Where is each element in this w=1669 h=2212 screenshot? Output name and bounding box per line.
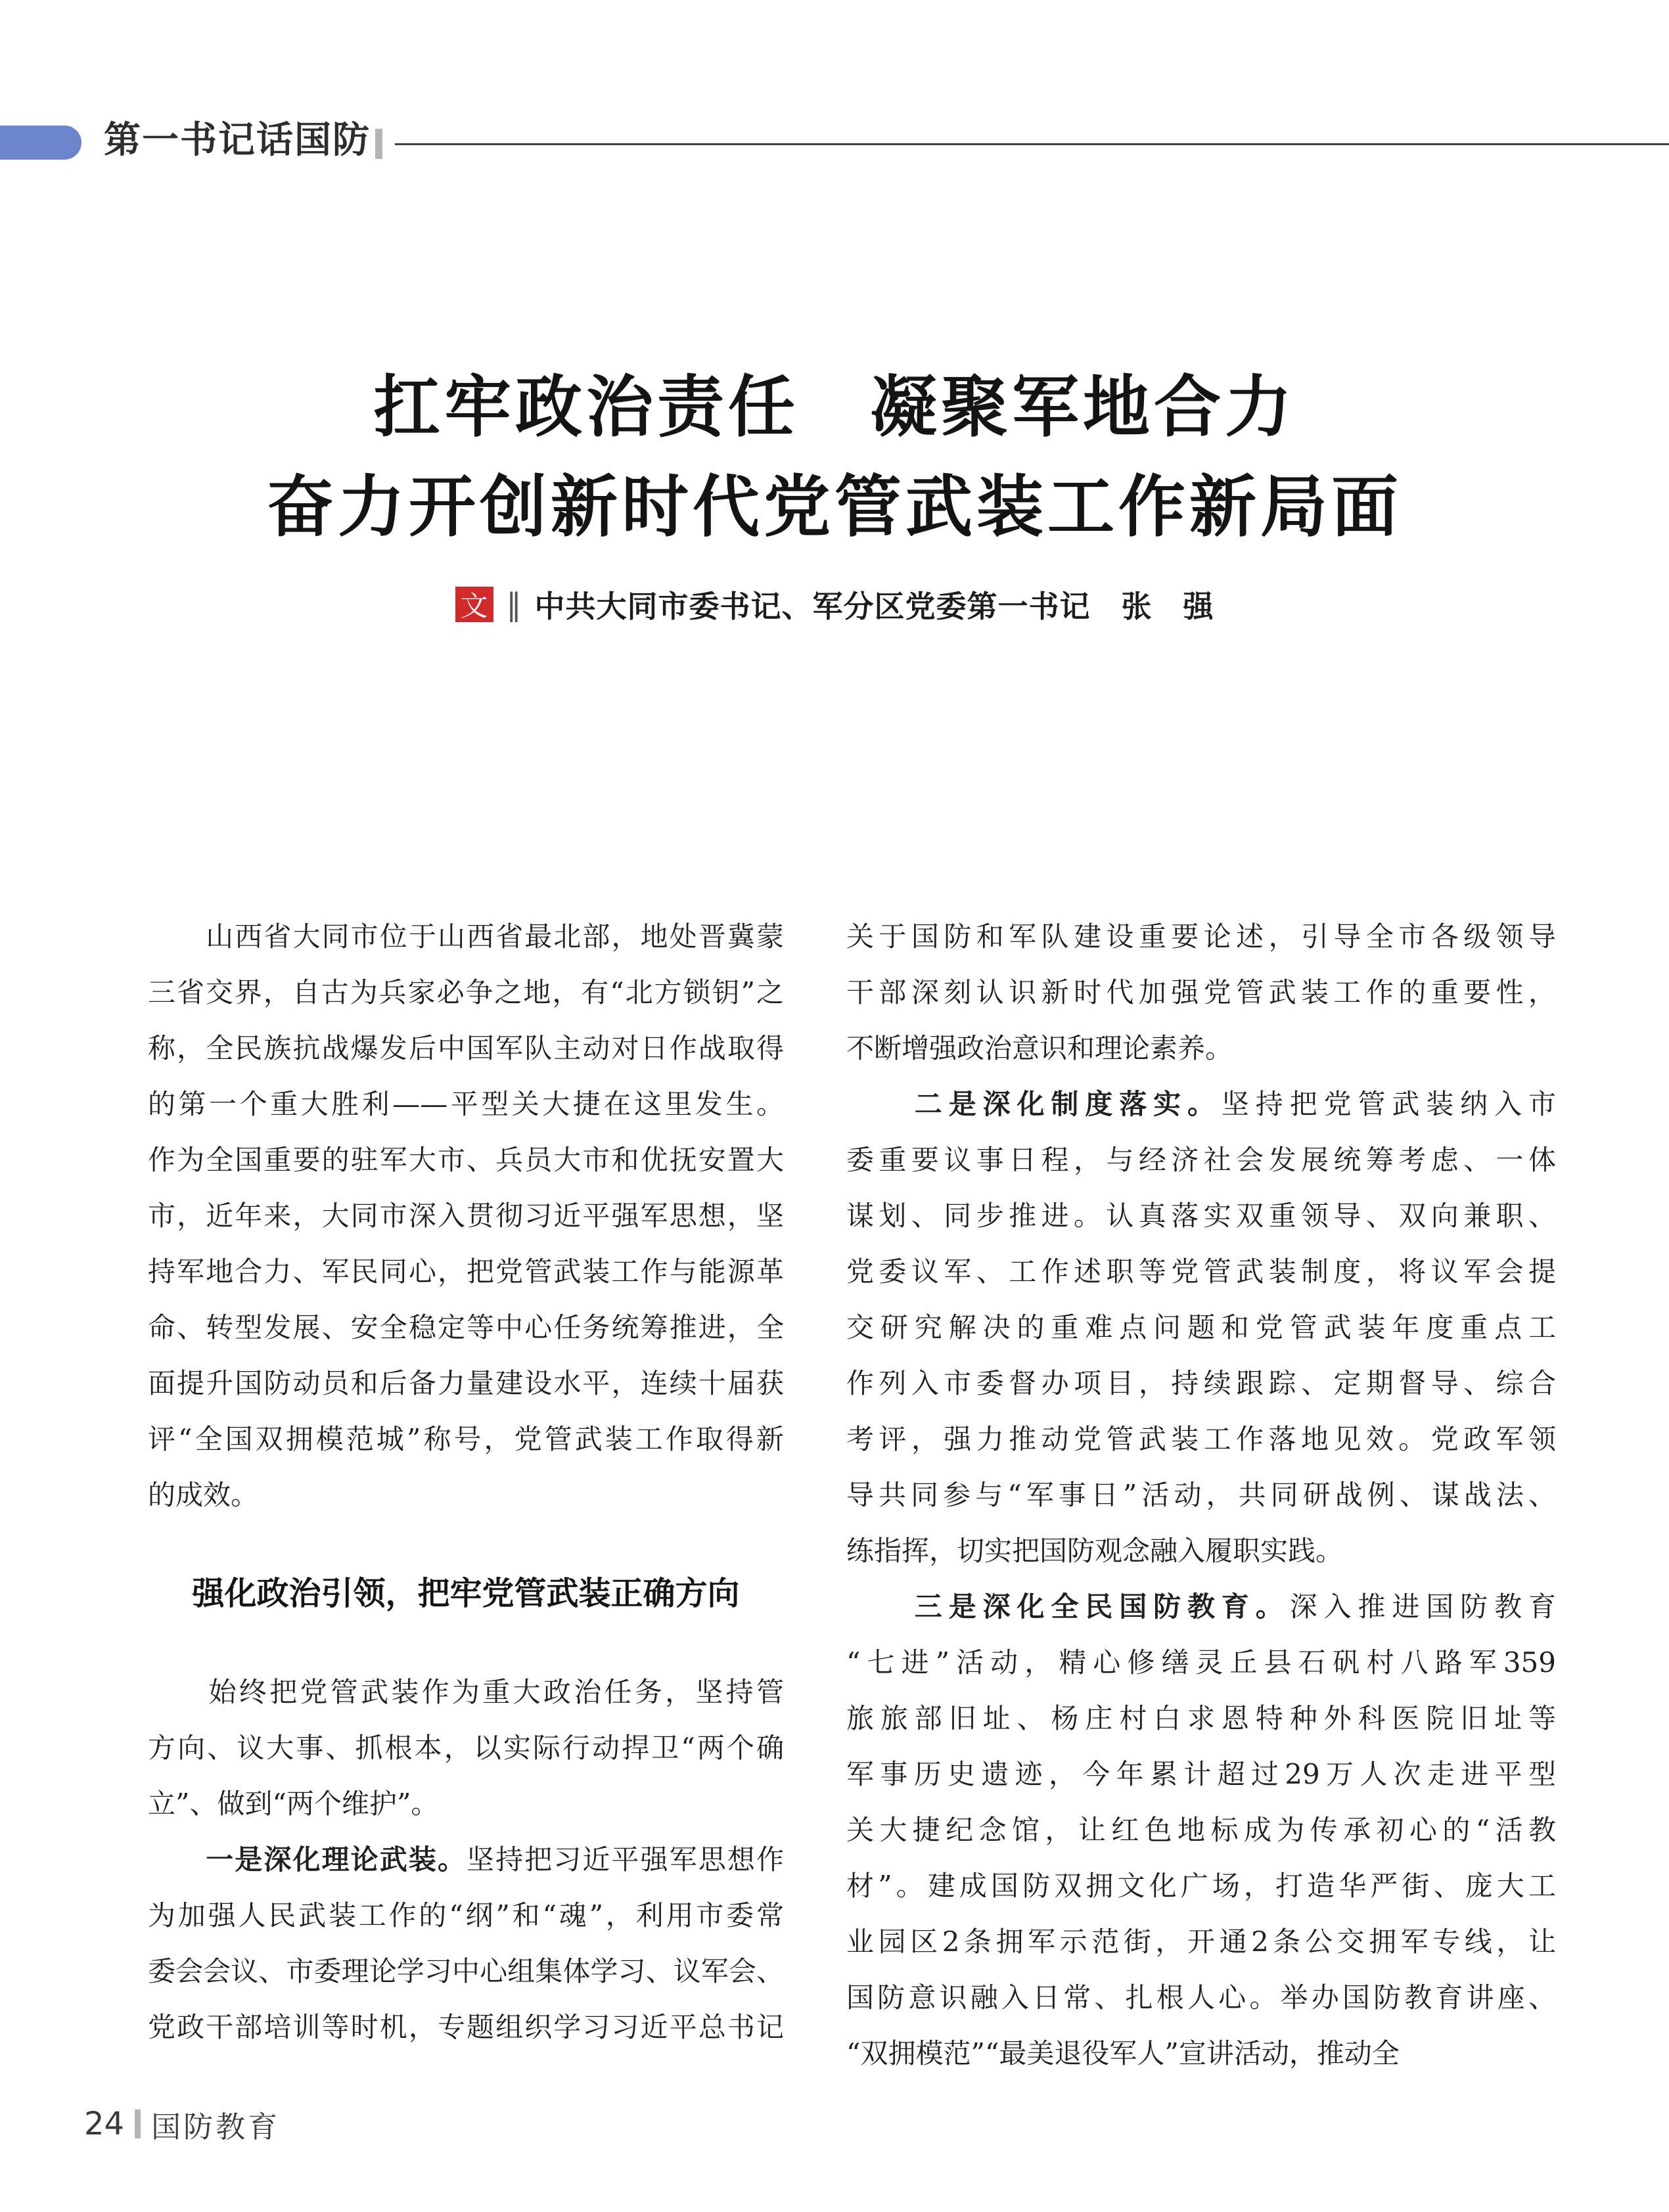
byline-author: 中共大同市委书记、军分区党委第一书记 张 强 (534, 589, 1214, 624)
text-line: 旅旅部旧址、杨庄村白求恩特种外科医院旧址等 (846, 1702, 1556, 1734)
text-line: 评“全国双拥模范城”称号，党管武装工作取得新 (148, 1423, 784, 1455)
text-line: 练指挥，切实把国防观念融入履职实践。 (846, 1535, 1344, 1567)
text-line: 交研究解决的重难点问题和党管武装年度重点工 (846, 1311, 1556, 1343)
header-rule-line (395, 143, 1669, 145)
text-line: 作列入市委督办项目，持续跟踪、定期督导、综合 (846, 1367, 1556, 1399)
paragraph-lead-bold: 一是深化理论武装。 (148, 1843, 467, 1876)
text-line: 不断增强政治意识和理论素养。 (846, 1032, 1233, 1064)
text-line: 的成效。 (148, 1479, 259, 1511)
text-line: 国防意识融入日常、扎根人心。举办国防教育讲座、 (846, 1981, 1556, 2014)
text-line: 立”、做到“两个维护”。 (148, 1788, 439, 1820)
text-line: 考评，强力推动党管武装工作落地见效。党政军领 (846, 1423, 1556, 1455)
text-line: 作为全国重要的驻军大市、兵员大市和优抚安置大 (148, 1144, 784, 1176)
text-line: 二是深化制度落实。坚持把党管武装纳入市 (846, 1088, 1556, 1120)
text-line: 材”。建成国防双拥文化广场，打造华严街、庞大工 (846, 1870, 1556, 1902)
paragraph-lead-bold: 三是深化全民国防教育。 (846, 1591, 1290, 1623)
text-line: 关于国防和军队建设重要论述，引导全市各级领导 (846, 920, 1556, 953)
text-line: 谋划、同步推进。认真落实双重领导、双向兼职、 (846, 1200, 1556, 1232)
text-line: 三是深化全民国防教育。深入推进国防教育 (846, 1591, 1556, 1623)
text-line: 市，近年来，大同市深入贯彻习近平强军思想，坚 (148, 1200, 784, 1232)
text-line: 山西省大同市位于山西省最北部，地处晋冀蒙 (148, 920, 784, 953)
text-line: 党政干部培训等时机，专题组织学习习近平总书记 (148, 2011, 784, 2043)
text-line: “双拥模范”“最美退役军人”宣讲活动，推动全 (846, 2037, 1400, 2069)
text-line: 命、转型发展、安全稳定等中心任务统筹推进，全 (148, 1311, 784, 1343)
double-bar-separator-icon: ‖ (506, 587, 522, 622)
text-line: 委重要议事日程，与经济社会发展统筹考虑、一体 (846, 1144, 1556, 1176)
text-line: 军事历史遗迹，今年累计超过29万人次走进平型 (846, 1758, 1556, 1790)
text-line: 方向、议大事、抓根本，以实际行动捍卫“两个确 (148, 1732, 784, 1764)
text-line: 委会会议、市委理论学习中心组集体学习、议军会、 (148, 1955, 784, 1987)
text-line: 三省交界，自古为兵家必争之地，有“北方锁钥”之 (148, 976, 784, 1008)
text-column-left (148, 909, 784, 2055)
text-line: 导共同参与“军事日”活动，共同研战例、谋战法、 (846, 1479, 1556, 1511)
footer-section-label: 国防教育 (151, 2109, 281, 2144)
text-line: “七进”活动，精心修缮灵丘县石矾村八路军359 (846, 1646, 1556, 1679)
paragraph-lead-bold: 二是深化制度落实。 (846, 1088, 1222, 1120)
byline (131, 582, 1538, 627)
text-line: 一是深化理论武装。坚持把习近平强军思想作 (148, 1843, 784, 1876)
text-column-right (846, 909, 1556, 2081)
text-line: 的第一个重大胜利——平型关大捷在这里发生。 (148, 1088, 784, 1120)
page-number: 24 (84, 2106, 125, 2142)
page-footer (84, 2106, 280, 2142)
text-line: 为加强人民武装工作的“纲”和“魂”，利用市委常 (148, 1899, 784, 1931)
text-line: 始终把党管武装作为重大政治任务，坚持管 (148, 1676, 784, 1708)
article-title-line-1: 扛牢政治责任 凝聚军地合力 (373, 369, 1296, 447)
footer-divider-bar (135, 2110, 141, 2138)
text-line: 干部深刻认识新时代加强党管武装工作的重要性， (846, 976, 1556, 1008)
section-divider-bar (375, 129, 382, 159)
column-subheading: 强化政治引领，把牢党管武装正确方向 (192, 1575, 740, 1612)
text-line: 党委议军、工作述职等党管武装制度，将议军会提 (846, 1255, 1556, 1288)
text-line: 业园区2条拥军示范街，开通2条公交拥军专线，让 (846, 1926, 1556, 1958)
article-title-line-2: 奋力开创新时代党管武装工作新局面 (267, 468, 1402, 547)
text-line: 面提升国防动员和后备力量建设水平，连续十届获 (148, 1367, 784, 1399)
text-line: 称，全民族抗战爆发后中国军队主动对日作战取得 (148, 1032, 784, 1064)
article-title (131, 358, 1538, 558)
text-line: 关大捷纪念馆，让红色地标成为传承初心的“活教 (846, 1814, 1556, 1846)
text-line: 持军地合力、军民同心，把党管武装工作与能源革 (148, 1255, 784, 1288)
section-label: 第一书记话国防 (104, 119, 371, 162)
byline-text-marker: 文 (455, 587, 493, 622)
section-tab-shape (0, 125, 81, 160)
